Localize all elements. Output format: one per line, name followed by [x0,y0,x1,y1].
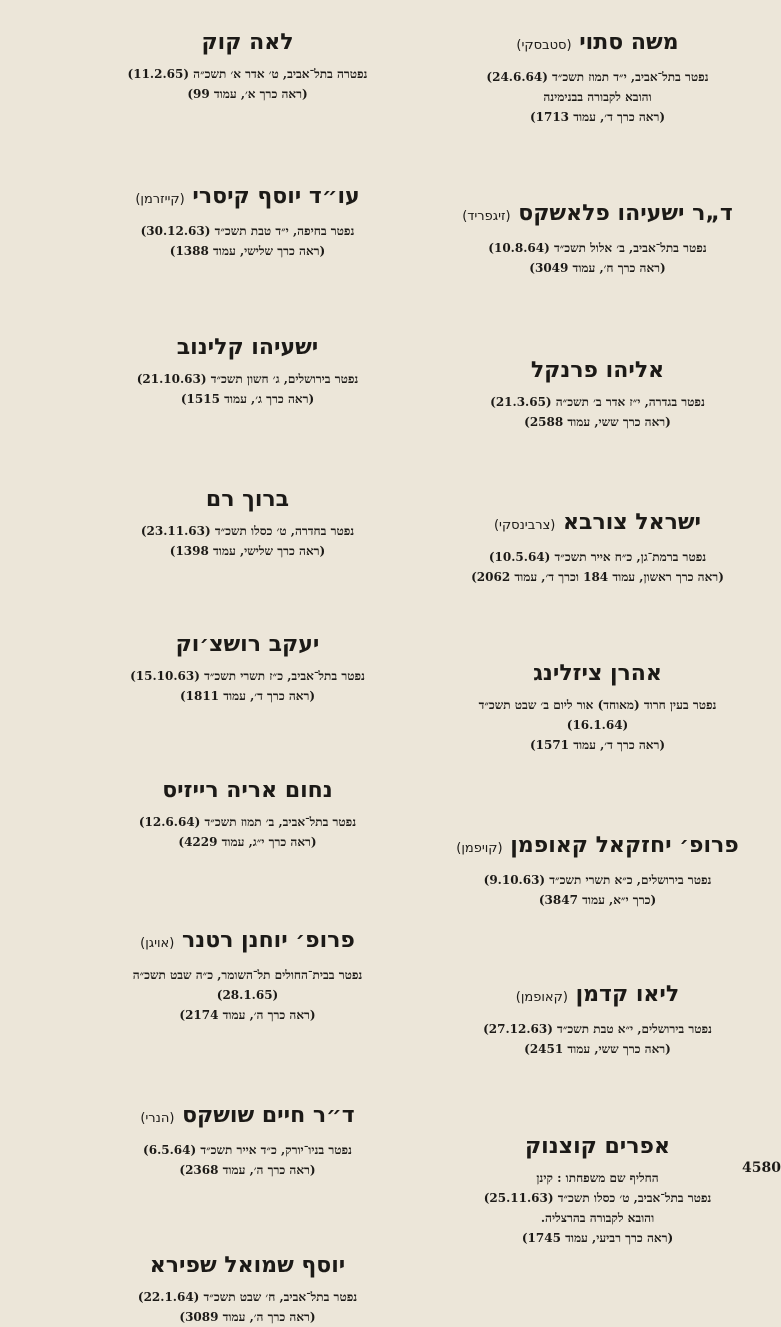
entry-detail-line: (ראה כרך ששי, עמוד 2588) [524,415,671,429]
obituary-entry [75,926,420,1025]
entry-name [435,356,760,386]
entry-name-text: ישעיהו קלינוב [176,335,319,360]
entry-detail-line: נפטר בחדרה, ט׳ כסלו תשכ״ד (23.11.63) [140,524,355,538]
obituary-entry [75,1101,420,1180]
left-column [75,28,420,1327]
entry-name [435,199,760,232]
obituary-entry [435,831,760,910]
entry-detail-line: נפטרה בתל־אביב, ט׳ אדר א׳ תשכ״ה (11.2.65) [127,67,368,81]
entry-detail-line: (ראה כרך ראשון, עמוד 184 וכרך ד׳, עמוד 2062) [471,570,724,584]
entry-name [435,1132,760,1162]
entry-alias: (קייזרמן) [135,192,185,207]
entry-detail-line: (ראה כרך ד׳, עמוד 1571) [529,738,666,752]
entry-detail-line: (ראה כרך שלישי, עמוד 1388) [169,244,326,258]
entry-detail-line: והובא לקבורה בהרצליה. [540,1211,655,1225]
entry-detail-line: (ראה כרך ח׳, עמוד 3049) [529,261,666,275]
entry-name [435,831,760,864]
obituary-entry [75,333,420,409]
obituary-entry [75,182,420,261]
entry-name-text: יעקב רושצ׳וק [175,632,320,657]
obituary-entry [435,980,760,1059]
entry-detail-line: (ראה כרך ששי, עמוד 2451) [524,1042,671,1056]
entry-detail-line: נפטר בירושלים, י״א טבת תשכ״ד (27.12.63) [483,1022,712,1036]
entry-name [75,333,420,363]
entry-detail-line: (ראה כרך ד׳, עמוד 1713) [529,110,666,124]
entry-name-text: פרופ׳ יוחנן רטנר [181,928,355,953]
entry-name [75,485,420,515]
entry-name [75,926,420,959]
entry-detail-line: נפטר בגדרה, י״ז אדר ב׳ תשכ״ה (21.3.65) [490,395,705,409]
entry-name-text: עו״ד יוסף קיסרי [192,184,360,209]
entry-detail-line: נפטר בתל־אביב, ב׳ אלול תשכ״ד (10.8.64) [488,241,707,255]
entry-detail-line: נפטר בניו־יורק, כ״ד אייר תשכ״ד (6.5.64) [143,1143,352,1157]
entry-alias: (קויפמן) [456,841,503,856]
obituary-entry [75,1251,420,1327]
entry-name-text: יוסף שמואל שפירא [149,1253,346,1278]
entry-detail-line: (16.1.64) [566,718,629,732]
entry-name-text: ברוך רם [205,487,290,512]
entry-name [435,28,760,61]
entry-detail-line: נפטר בבית־החולים תל־השומר, כ״ה שבט תשכ״ה [132,968,363,982]
page-number: 4580 [742,1160,781,1176]
entry-name-text: משה סתוי [579,30,679,55]
entry-name-text: לאה קוק [201,30,294,55]
entry-name-text: אהרן ציזלינג [533,661,662,686]
entry-name [75,1251,420,1281]
entry-alias: (הנרי) [140,1111,175,1126]
entry-detail-line: נפטר בתל־אביב, כ״ז תשרי תשכ״ד (15.10.63) [130,669,365,683]
entry-detail-line: (ראה כרך ד׳, עמוד 1811) [179,689,316,703]
right-column [435,28,760,1248]
entry-detail-line: (ראה כרך י״ג, עמוד 4229) [178,835,317,849]
entry-name [75,1101,420,1134]
entry-detail-line: נפטר בתל־אביב, ח׳ שבט תשכ״ד (22.1.64) [137,1290,358,1304]
entry-name-text: ד״ר חיים שושקס [182,1103,355,1128]
entry-detail-line: נפטר בעין חרוד (מאוחד) אור ליום ב׳ שבט תשכ״ד [478,698,717,712]
entry-detail-line: נפטר בירושלים, כ״א תשרי תשכ״ד (9.10.63) [483,873,712,887]
obituary-entry [435,28,760,127]
obituary-entry [435,199,760,278]
entry-detail-line: נפטר בתל־אביב, י״ד תמוז תשכ״ד (24.6.64) [486,70,709,84]
entry-detail-line: (כרך י״א, עמוד 3847) [538,893,657,907]
obituary-entry [435,1132,760,1248]
entry-detail-line: (28.1.65) [216,988,279,1002]
entry-name-text: ד„ר ישעיהו פלאשקס [518,201,733,226]
entry-alias: (קאופמן) [515,990,568,1005]
entry-detail-line: נפטר בתל־אביב, ב׳ תמוז תשכ״ד (12.6.64) [138,815,357,829]
obituary-entry [75,630,420,706]
entry-detail-line: החליף שם משפחתו : קינן [536,1171,659,1185]
entry-name-text: ישראל צורבא [563,510,702,535]
entry-alias: (זיגפריד) [462,209,511,224]
obituary-entry [75,28,420,104]
entry-alias: (אויגן) [140,936,175,951]
entry-detail-line: (ראה כרך א׳, עמוד 99) [187,87,308,101]
entry-name [75,776,420,806]
entry-name-text: פרופ׳ יחזקאל קאופמן [510,833,739,858]
entry-name [435,508,760,541]
entry-name-text: אפרים קוצנוק [524,1134,671,1159]
entry-detail-line: נפטר בירושלים, ג׳ חשון תשכ״ד (21.10.63) [136,372,359,386]
obituary-entry [75,485,420,561]
entry-name [435,659,760,689]
obituary-entry [75,776,420,852]
entry-name [75,28,420,58]
obituary-entry [435,508,760,587]
entry-detail-line: (ראה כרך רביעי, עמוד 1745) [521,1231,674,1245]
entry-detail-line: (ראה כרך ה׳, עמוד 2368) [179,1163,316,1177]
entry-name [75,182,420,215]
obituary-entry [435,356,760,432]
obituary-entry [435,659,760,755]
entry-name [435,980,760,1013]
entry-detail-line: נפטר בחיפה, י״ד טבת תשכ״ד (30.12.63) [140,224,355,238]
entry-detail-line: (ראה כרך ה׳, עמוד 3089) [179,1310,316,1324]
entry-detail-line: נפטר ברמת־גן, כ״ח אייר תשכ״ד (10.5.64) [488,550,707,564]
entry-detail-line: נפטר בתל־אביב, ט׳ כסלו תשכ״ד (25.11.63) [483,1191,712,1205]
entry-alias: (צרבינסקי) [493,518,556,533]
entry-detail-line: (ראה כרך ג׳, עמוד 1515) [180,392,315,406]
entry-detail-line: (ראה כרך שלישי, עמוד 1398) [169,544,326,558]
entry-detail-line: (ראה כרך ה׳, עמוד 2174) [179,1008,316,1022]
entry-detail-line: והובא לקבורה בבנימינה [543,90,652,104]
entry-name-text: נחום אריה רייזיס [162,778,333,803]
entry-alias: (סטבסקי) [516,38,572,53]
entry-name [75,630,420,660]
entry-name-text: אליהו פרנקל [530,358,665,383]
entry-name-text: ליאו קדמן [575,982,680,1007]
